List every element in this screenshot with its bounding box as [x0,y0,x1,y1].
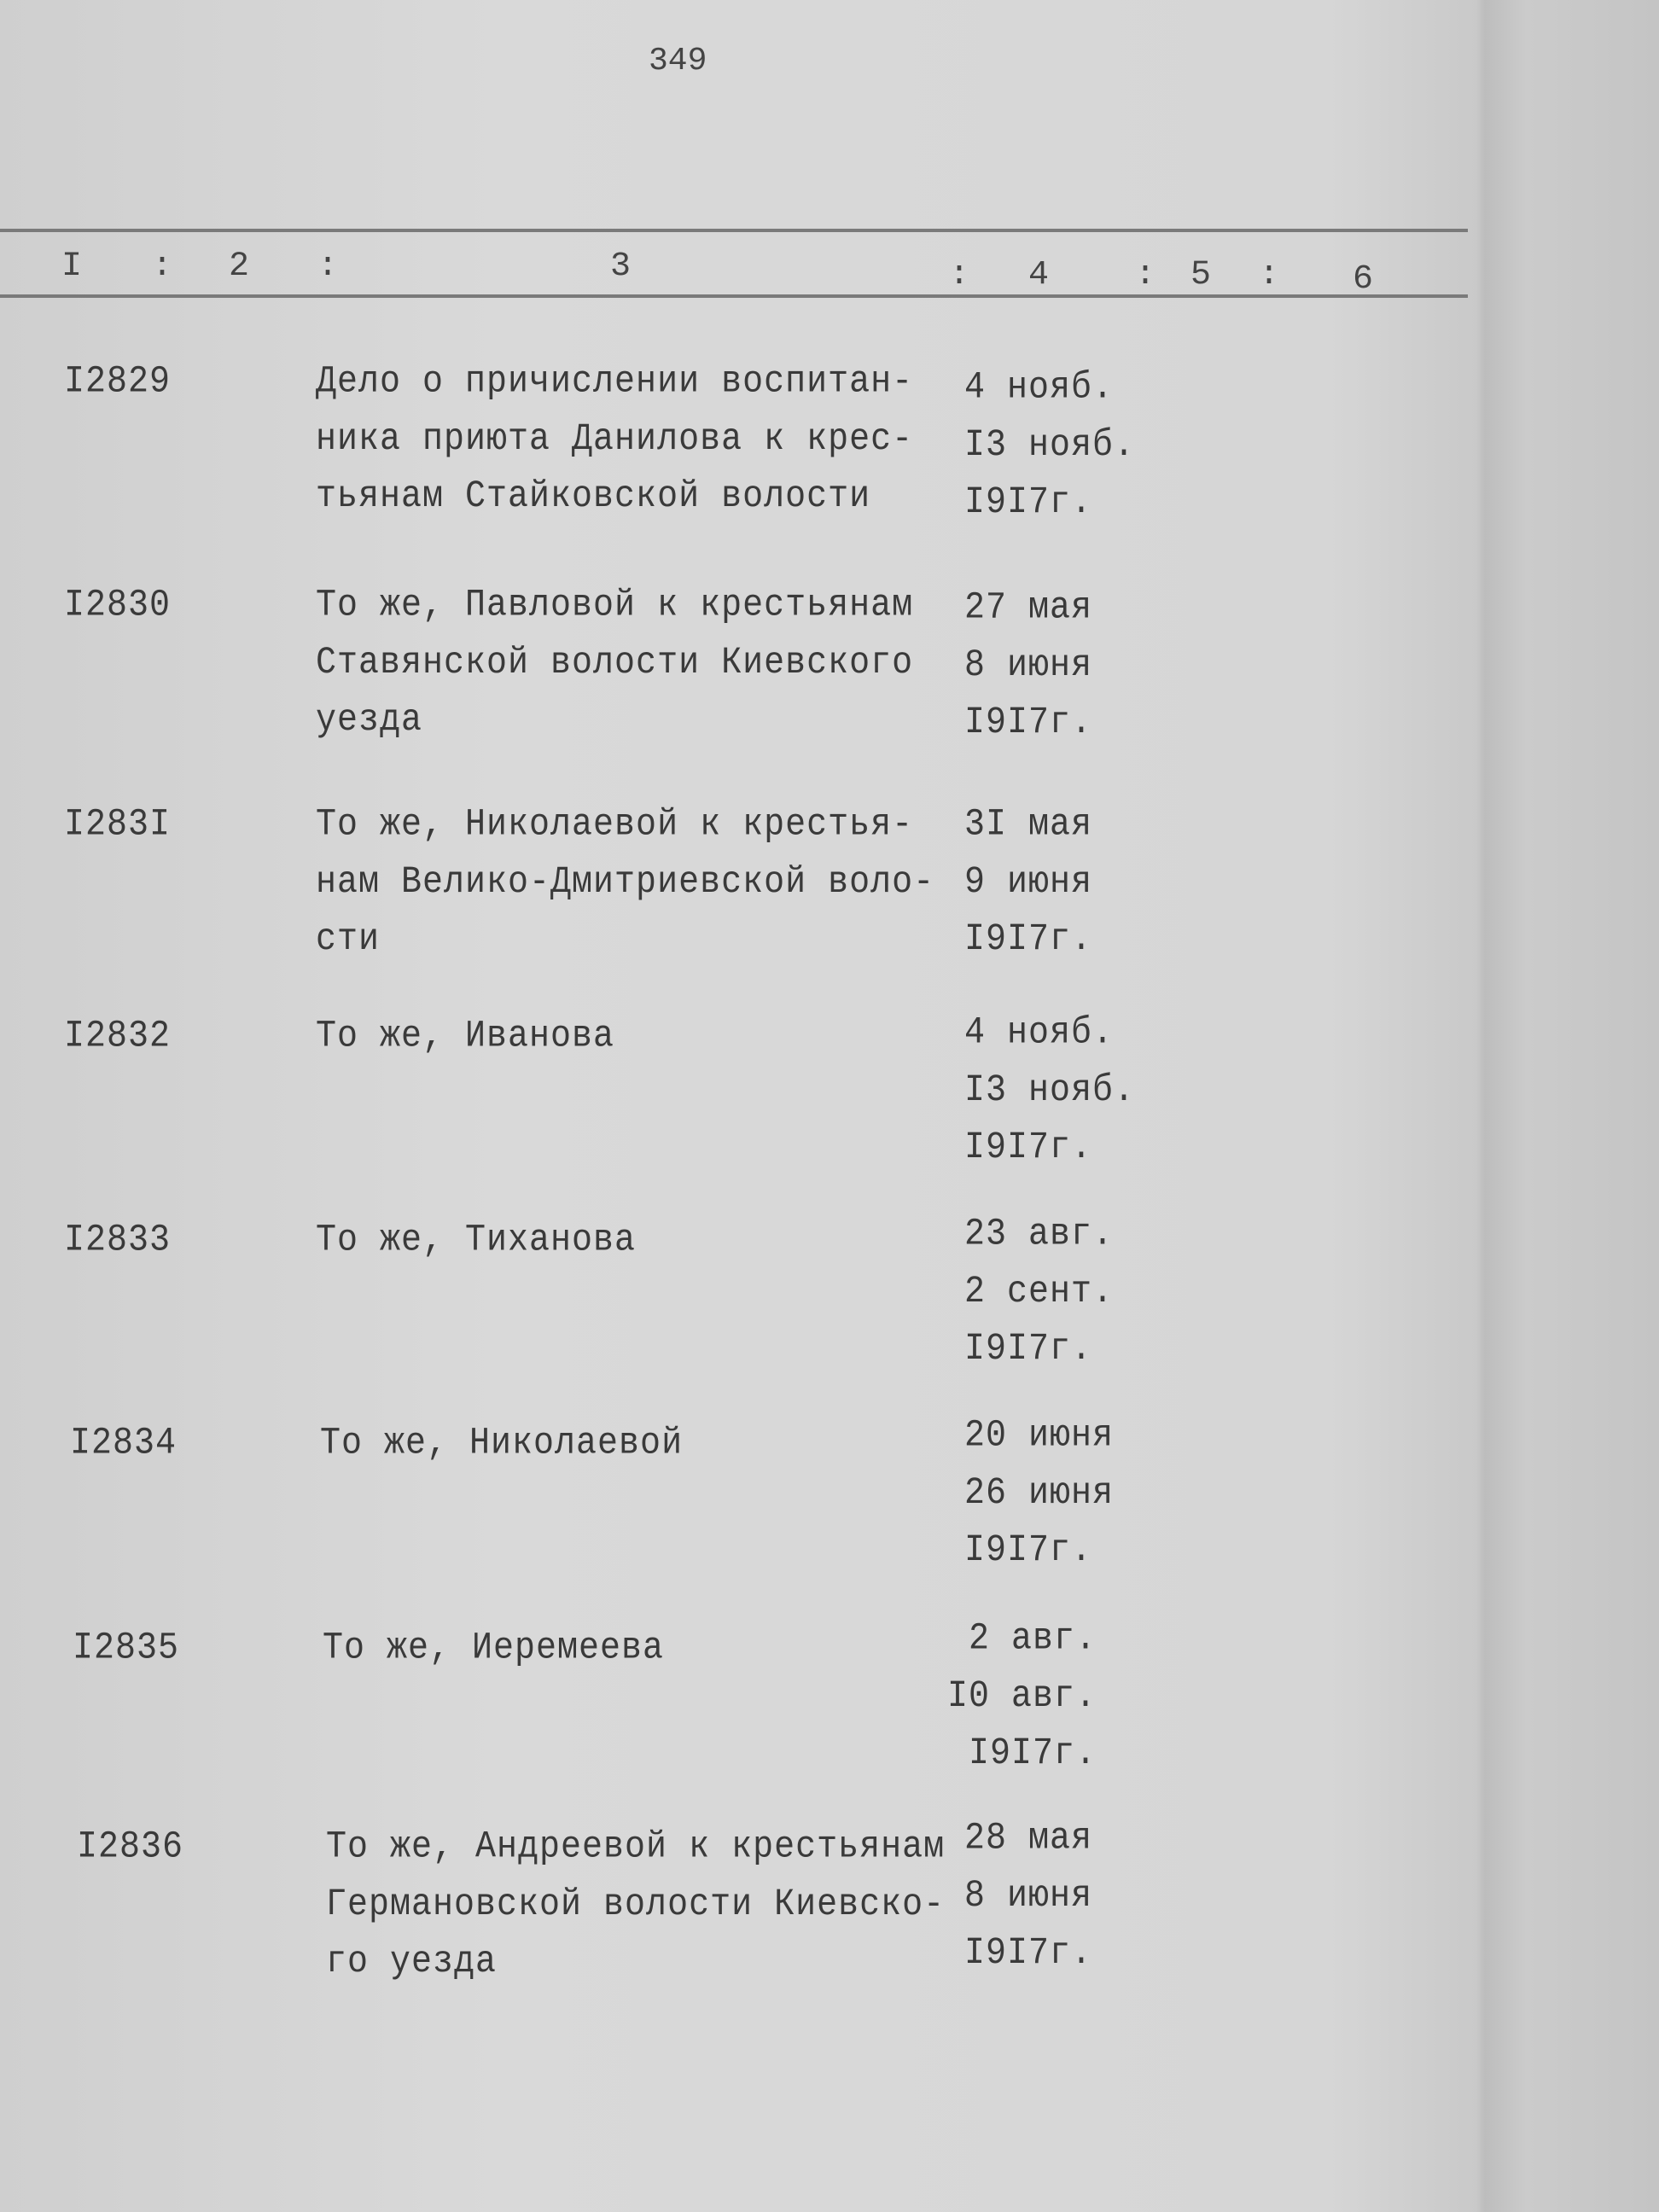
entry-description: То же, Николаевой к крестья- нам Велико-Дмитриевской воло- сти [316,803,935,962]
column-header-1: I [61,247,83,286]
column-header-4: 4 [1028,256,1050,294]
entry-description: То же, Павловой к крестьянам Ставянской волости Киевского уезда [316,584,914,742]
entry-dates: 27 мая 8 июня I9I7г. [964,586,1093,745]
entry-dates: 4 нояб. I3 нояб. I9I7г. [964,366,1136,525]
column-separator: : [317,247,339,286]
column-separator: : [1135,256,1156,294]
entry-id: I2829 [64,360,172,405]
entry-id: I2830 [64,584,172,628]
entry-id: I2832 [64,1015,172,1059]
entry-description: То же, Тиханова [316,1219,637,1263]
entry-dates: 3I мая 9 июня I9I7г. [964,803,1093,962]
entry-dates: 23 авг. 2 сент. I9I7г. [964,1213,1115,1371]
header-bottom-rule [0,294,1468,298]
entry-description: Дело о причислении воспитан- ника приюта Данилова к крес- тьянам Стайковской волости [316,360,914,519]
entry-description: То же, Иванова [316,1015,615,1059]
entry-id: I2834 [70,1422,178,1466]
header-top-rule [0,229,1468,232]
entry-id: I283I [64,803,172,847]
entry-dates: 4 нояб. I3 нояб. I9I7г. [964,1011,1136,1170]
entry-dates: 2 авг. I0 авг. I9I7г. [947,1617,1097,1776]
page-number: 349 [649,43,707,79]
column-separator: : [1259,256,1280,294]
column-header-6: 6 [1353,260,1374,299]
entry-dates: 20 июня 26 июня I9I7г. [964,1414,1115,1573]
entry-id: I2836 [77,1825,184,1870]
column-header-5: 5 [1190,256,1212,294]
entry-id: I2833 [64,1219,172,1263]
column-separator: : [152,247,173,286]
column-separator: : [949,256,970,294]
column-header-3: 3 [610,247,632,286]
entry-description: То же, Андреевой к крестьянам Германовской волости Киевско- го уезда [326,1825,946,1984]
entry-id: I2835 [73,1627,180,1671]
entry-description: То же, Иеремеева [323,1627,665,1671]
entry-description: То же, Николаевой [320,1422,684,1466]
column-header-2: 2 [229,247,250,286]
entry-dates: 28 мая 8 июня I9I7г. [964,1817,1093,1976]
